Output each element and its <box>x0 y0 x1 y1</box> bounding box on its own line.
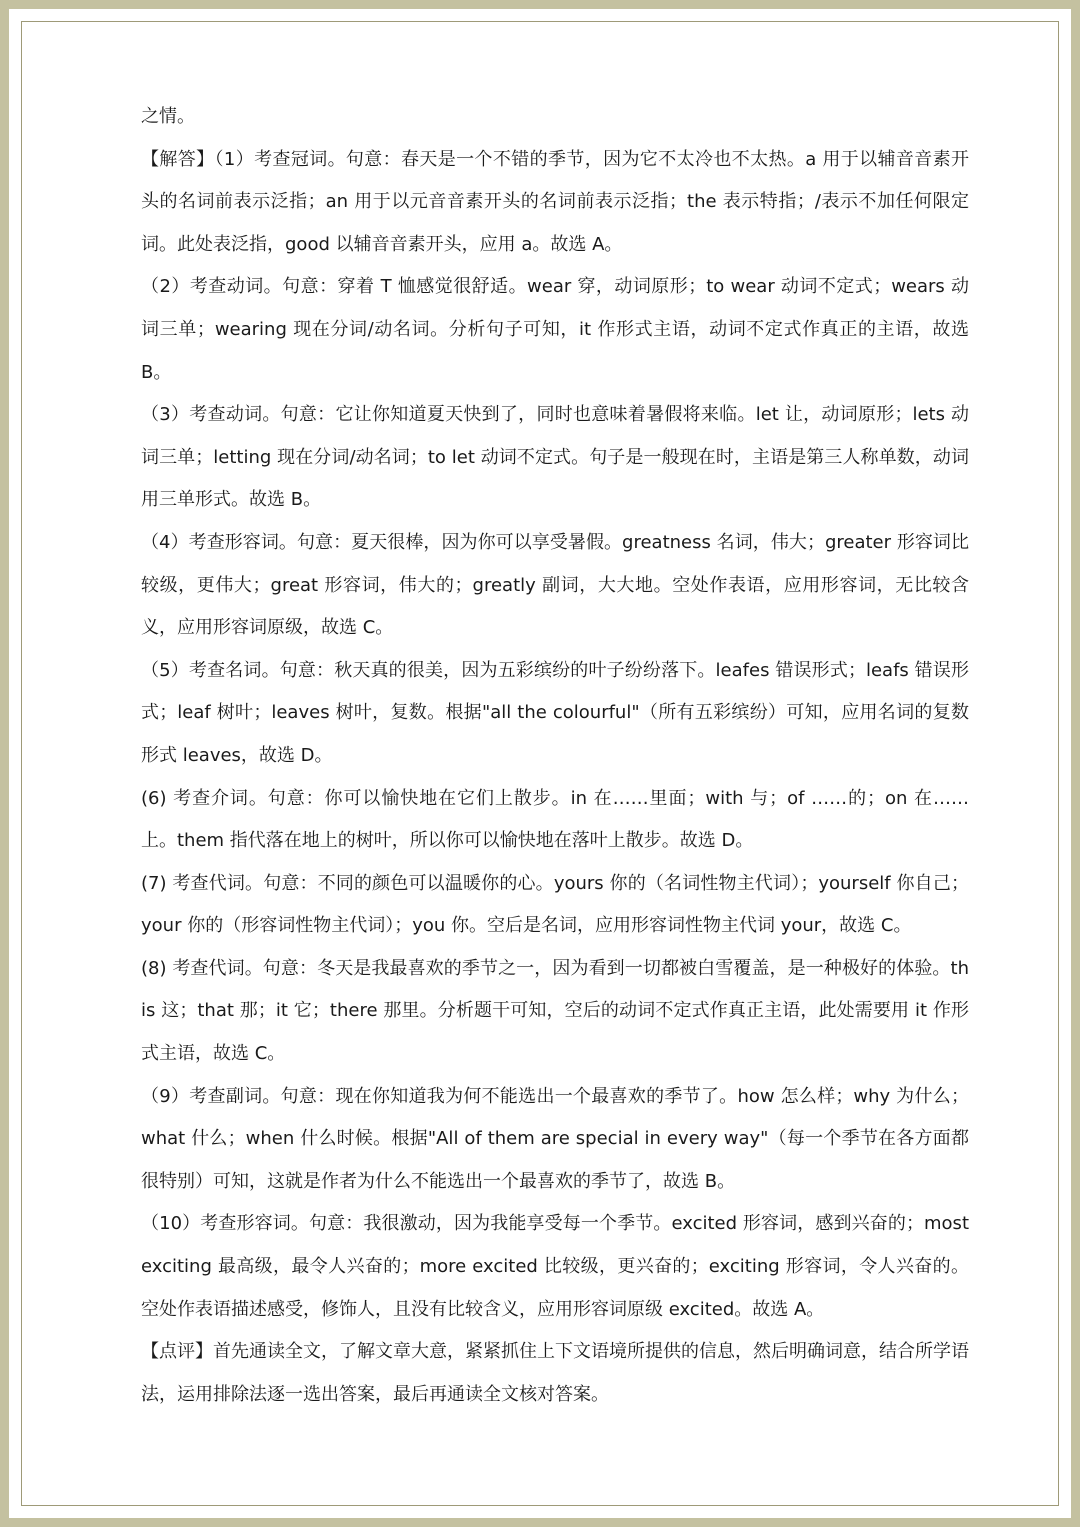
paragraph-answer-10 <box>141 1203 969 1331</box>
paragraph-answer-1 <box>141 139 969 267</box>
document-body <box>141 96 969 1416</box>
paragraph-answer-3 <box>141 394 969 522</box>
paragraph-text: 之情。 <box>141 106 195 127</box>
answer-label: 【解答】 <box>141 148 215 170</box>
paragraph-text: (6) 考查介词。句意：你可以愉快地在它们上散步。in 在……里面；with 与；of ……的；on 在……上。them 指代落在地上的树叶，所以你可以愉快地在落叶上散步。故选 D。 <box>141 787 969 852</box>
paragraph-text: （5）考查名词。句意：秋天真的很美，因为五彩缤纷的叶子纷纷落下。leafes 错误形式；leafs 错误形式；leaf 树叶；leaves 树叶，复数。根据"all the colourful"（所有五彩缤纷）可知，应用名词的复数形式 leaves，故选 D。 <box>141 659 969 766</box>
paragraph-text: （9）考查副词。句意：现在你知道我为何不能选出一个最喜欢的季节了。how 怎么样；why 为什么；what 什么；when 什么时候。根据"All of them are special in every way"（每一个季节在各方面都很特别）可知，这就是作者为什么不能选出一个最喜欢的季节了，故选 B。 <box>141 1085 969 1192</box>
paragraph-text: （2）考查动词。句意：穿着 T 恤感觉很舒适。wear 穿，动词原形；to wear 动词不定式；wears 动词三单；wearing 现在分词/动名词。分析句子可知，it 作形式主语，动词不定式作真正的主语，故选 B。 <box>141 276 969 383</box>
paragraph-text: （10）考查形容词。句意：我很激动，因为我能享受每一个季节。excited 形容词，感到兴奋的；most exciting 最高级，最令人兴奋的；more excited 比较级，更兴奋的；exciting 形容词，令人兴奋的。空处作表语描述感受，修饰人，且没有比较含义，应用形容词原级 excited。故选 A。 <box>141 1213 969 1320</box>
paragraph-text: （4）考查形容词。句意：夏天很棒，因为你可以享受暑假。greatness 名词，伟大；greater 形容词比较级，更伟大；great 形容词，伟大的；greatly 副词，大大地。空处作表语，应用形容词，无比较含义，应用形容词原级，故选 C。 <box>141 531 969 639</box>
paragraph-answer-4 <box>141 522 969 650</box>
paragraph-text: (7) 考查代词。句意：不同的颜色可以温暖你的心。yours 你的（名词性物主代词）；yourself 你自己；your 你的（形容词性物主代词）；you 你。空后是名词，应用形容词性物主代词 your，故选 C。 <box>141 872 969 937</box>
paragraph-text: (8) 考查代词。句意：冬天是我最喜欢的季节之一，因为看到一切都被白雪覆盖，是一种极好的体验。this 这；that 那；it 它；there 那里。分析题干可知，空后的动词不定式作真正主语，此处需要用 it 作形式主语，故选 C。 <box>141 957 969 1065</box>
paragraph-text: 首先通读全文，了解文章大意，紧紧抓住上下文语境所提供的信息，然后明确词意，结合所学语法，运用排除法逐一选出答案，最后再通读全文核对答案。 <box>141 1341 969 1405</box>
paragraph-answer-7 <box>141 863 969 948</box>
paragraph-answer-2 <box>141 266 969 394</box>
paragraph-text: （1）考查冠词。句意：春天是一个不错的季节，因为它不太冷也不太热。a 用于以辅音音素开头的名词前表示泛指；an 用于以元音音素开头的名词前表示泛指；the 表示特指；/表示不加任何限定词。此处表泛指，good 以辅音音素开头，应用 a。故选 A。 <box>141 148 970 255</box>
paragraph-answer-9 <box>141 1076 969 1204</box>
paragraph-answer-5 <box>141 650 969 778</box>
paragraph-comment <box>141 1331 969 1416</box>
paragraph-answer-6 <box>141 778 969 863</box>
paragraph-continuation <box>141 96 969 139</box>
paragraph-answer-8 <box>141 948 969 1076</box>
paragraph-text: （3）考查动词。句意：它让你知道夏天快到了，同时也意味着暑假将来临。let 让，动词原形；lets 动词三单；letting 现在分词/动名词；to let 动词不定式。句子是一般现在时，主语是第三人称单数，动词用三单形式。故选 B。 <box>141 404 969 511</box>
comment-label: 【点评】 <box>141 1341 213 1363</box>
